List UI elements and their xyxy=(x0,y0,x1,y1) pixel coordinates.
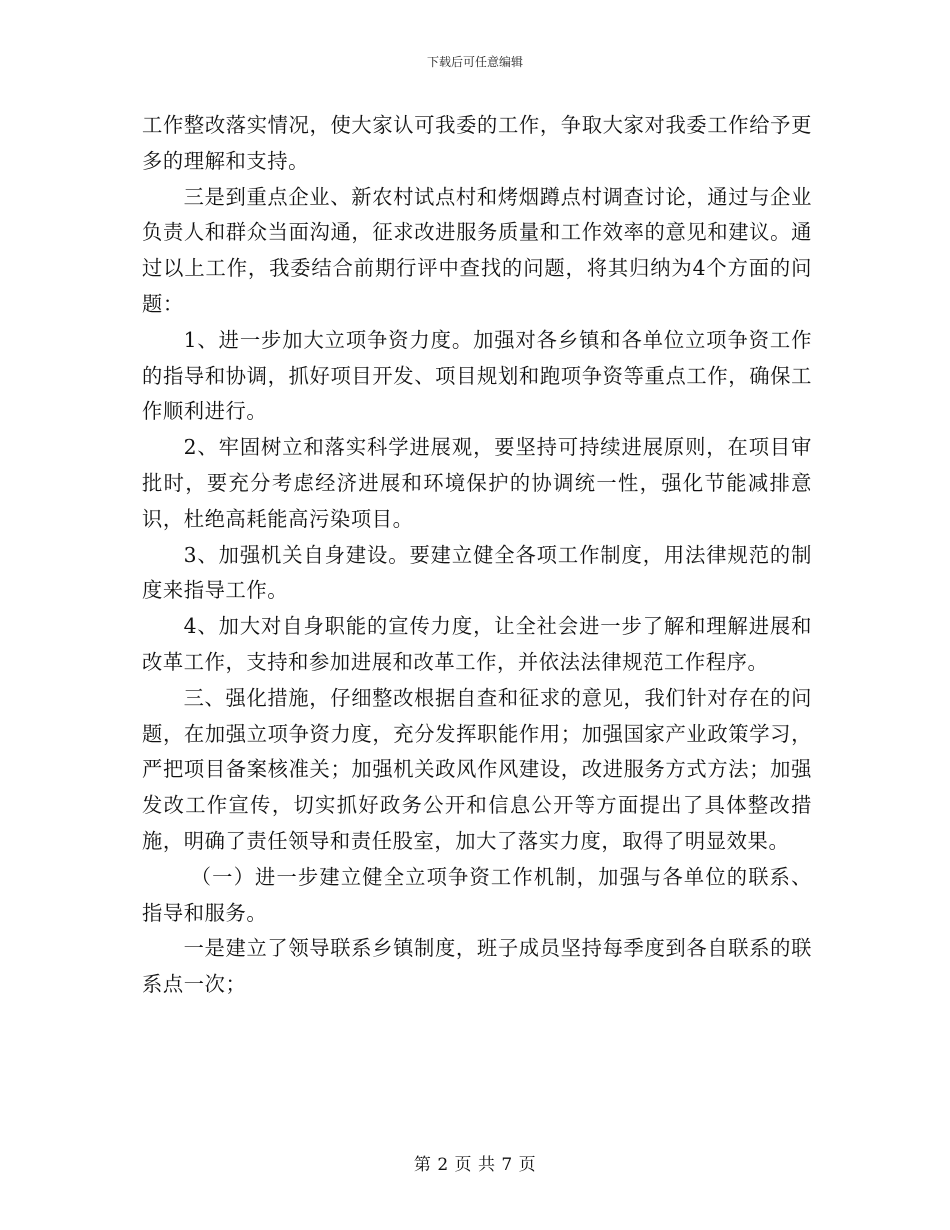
paragraph-issue-1: 1、进一步加大立项争资力度。加强对各乡镇和各单位立项争资工作的指导和协调，抓好项目开发、项目规划和跑项争资等重点工作，确保工作顺利进行。 xyxy=(142,327,812,424)
paragraph-investigation: 三是到重点企业、新农村试点村和烤烟蹲点村调查讨论，通过与企业负责人和群众当面沟通，征求改进服务质量和工作效率的意见和建议。通过以上工作，我委结合前期行评中查找的问题，将其归纳为4个方面的问题： xyxy=(142,184,812,316)
paragraph-section-three: 三、强化措施，仔细整改根据自查和征求的意见，我们针对存在的问题，在加强立项争资力度，充分发挥职能作用；加强国家产业政策学习，严把项目备案核准关；加强机关政风作风建设，改进服务方式方法；加强发改工作宣传，切实抓好政务公开和信息公开等方面提出了具体整改措施，明确了责任领导和责任股室，加大了落实力度，取得了明显效果。 xyxy=(142,685,812,853)
paragraph-issue-2: 2、牢固树立和落实科学进展观，要坚持可持续进展原则，在项目审批时，要充分考虑经济进展和环境保护的协调统一性，强化节能减排意识，杜绝高耗能高污染项目。 xyxy=(142,435,812,531)
paragraph-subsection-one: （一）进一步建立健全立项争资工作机制，加强与各单位的联系、指导和服务。 xyxy=(142,864,812,925)
paragraph-point-one: 一是建立了领导联系乡镇制度，班子成员坚持每季度到各自联系的联系点一次； xyxy=(142,936,812,997)
paragraph-issue-4: 4、加大对自身职能的宣传力度，让全社会进一步了解和理解进展和改革工作，支持和参加进展和改革工作，并依法法律规范工作程序。 xyxy=(142,614,812,674)
document-body xyxy=(142,108,812,1003)
paragraph-continuation: 工作整改落实情况，使大家认可我委的工作，争取大家对我委工作给予更多的理解和支持。 xyxy=(142,113,812,173)
page-header: 下载后可任意编辑 xyxy=(426,55,523,69)
paragraph-issue-3: 3、加强机关自身建设。要建立健全各项工作制度，用法律规范的制度来指导工作。 xyxy=(142,542,812,603)
page-number-footer: 第 2 页 共 7 页 xyxy=(413,1155,537,1175)
